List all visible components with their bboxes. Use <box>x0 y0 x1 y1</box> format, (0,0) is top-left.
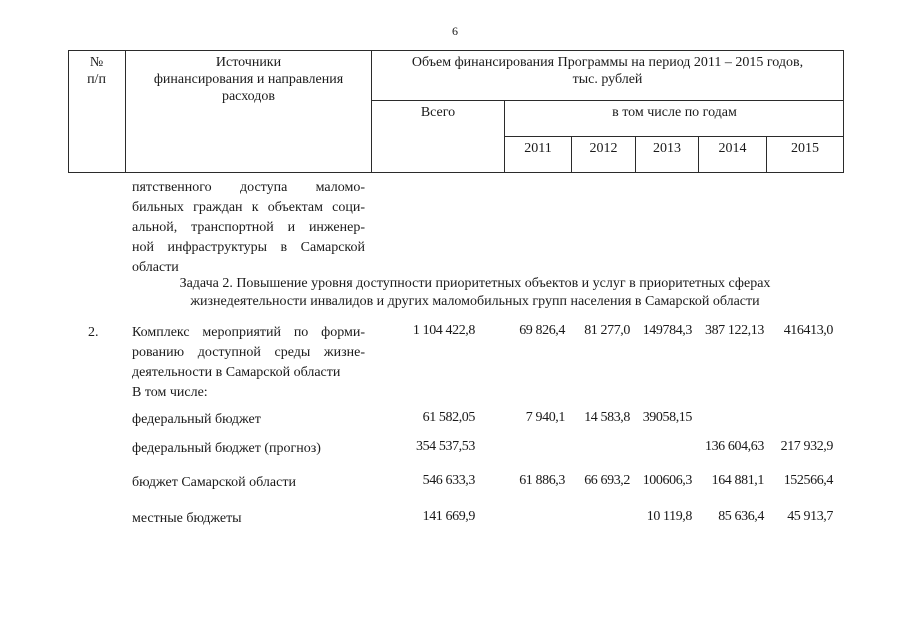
subrow-2011: 61 886,3 <box>519 473 565 488</box>
header-source <box>126 54 371 105</box>
row-2015: 416413,0 <box>783 323 833 338</box>
rule-years <box>504 136 844 137</box>
header-year-2012: 2012 <box>589 141 618 156</box>
row-2013: 149784,3 <box>642 323 692 338</box>
subrow-name: федеральный бюджет <box>132 412 261 427</box>
subrow-2014: 164 881,1 <box>711 473 764 488</box>
rule-volume <box>371 100 844 101</box>
header-number-line: № <box>89 55 104 70</box>
header-volume <box>372 54 843 88</box>
subrow-2012: 14 583,8 <box>584 410 630 425</box>
page-number: 6 <box>452 24 458 38</box>
header-volume-line: тыс. рублей <box>572 72 643 87</box>
subrow-2014: 85 636,4 <box>718 509 764 524</box>
row-name-line: рованию доступной среды жизне- <box>132 345 365 360</box>
row-name-line: деятельности в Самарской области <box>132 365 341 380</box>
continuation-line: ной инфраструктуры в Самарской <box>132 240 365 255</box>
row-2012: 81 277,0 <box>584 323 630 338</box>
header-source-line: расходов <box>221 89 276 104</box>
subrow-total: 141 669,9 <box>422 509 475 524</box>
subrow-name: федеральный бюджет (прогноз) <box>132 441 321 456</box>
continuation-line: области <box>132 260 179 275</box>
row-2011: 69 826,4 <box>519 323 565 338</box>
subrow-total: 354 537,53 <box>415 439 475 454</box>
row-2014: 387 122,13 <box>704 323 764 338</box>
header-source-line: финансирования и направления <box>153 72 344 87</box>
header-by-years: в том числе по годам <box>612 105 737 120</box>
row-total: 1 104 422,8 <box>412 323 475 338</box>
row-name-line: Комплекс мероприятий по форми- <box>132 325 365 340</box>
continuation-line: бильных граждан к объектам соци- <box>132 200 365 215</box>
subrow-total: 61 582,05 <box>422 410 475 425</box>
task-title-line: жизнедеятельности инвалидов и других маломобильных групп населения в Самарской области <box>190 294 760 309</box>
row-number: 2. <box>88 325 99 340</box>
task-title-line: Задача 2. Повышение уровня доступности приоритетных объектов и услуг в приоритетных сферах <box>179 276 771 291</box>
subrow-name: местные бюджеты <box>132 511 242 526</box>
task-title <box>150 275 800 311</box>
table-header <box>68 50 844 173</box>
header-total: Всего <box>420 105 456 120</box>
border-top <box>68 50 844 51</box>
subrow-2014: 136 604,63 <box>704 439 764 454</box>
header-year-2015: 2015 <box>791 141 819 156</box>
subrow-2015: 45 913,7 <box>787 509 833 524</box>
border-bottom <box>68 172 844 173</box>
subrow-name: бюджет Самарской области <box>132 475 296 490</box>
subrow-2015: 152566,4 <box>783 473 833 488</box>
header-source-line: Источники <box>215 55 282 70</box>
subrow-total: 546 633,3 <box>422 473 475 488</box>
subrow-2013: 10 119,8 <box>646 509 692 524</box>
header-number <box>68 54 125 88</box>
subrow-2015: 217 932,9 <box>780 439 833 454</box>
subrow-2013: 39058,15 <box>642 410 692 425</box>
header-number-line: п/п <box>87 72 106 87</box>
row-name-line: В том числе: <box>132 385 208 400</box>
subrow-2011: 7 940,1 <box>525 410 565 425</box>
subrow-2013: 100606,3 <box>642 473 692 488</box>
subrow-2012: 66 693,2 <box>584 473 630 488</box>
continuation-line: пятственного доступа маломо- <box>132 180 365 195</box>
header-year-2011: 2011 <box>524 141 552 156</box>
header-year-2013: 2013 <box>653 141 681 156</box>
continuation-line: альной, транспортной и инженер- <box>132 220 365 235</box>
header-year-2014: 2014 <box>718 141 747 156</box>
header-volume-line: Объем финансирования Программы на период 2011 – 2015 годов, <box>411 55 804 70</box>
